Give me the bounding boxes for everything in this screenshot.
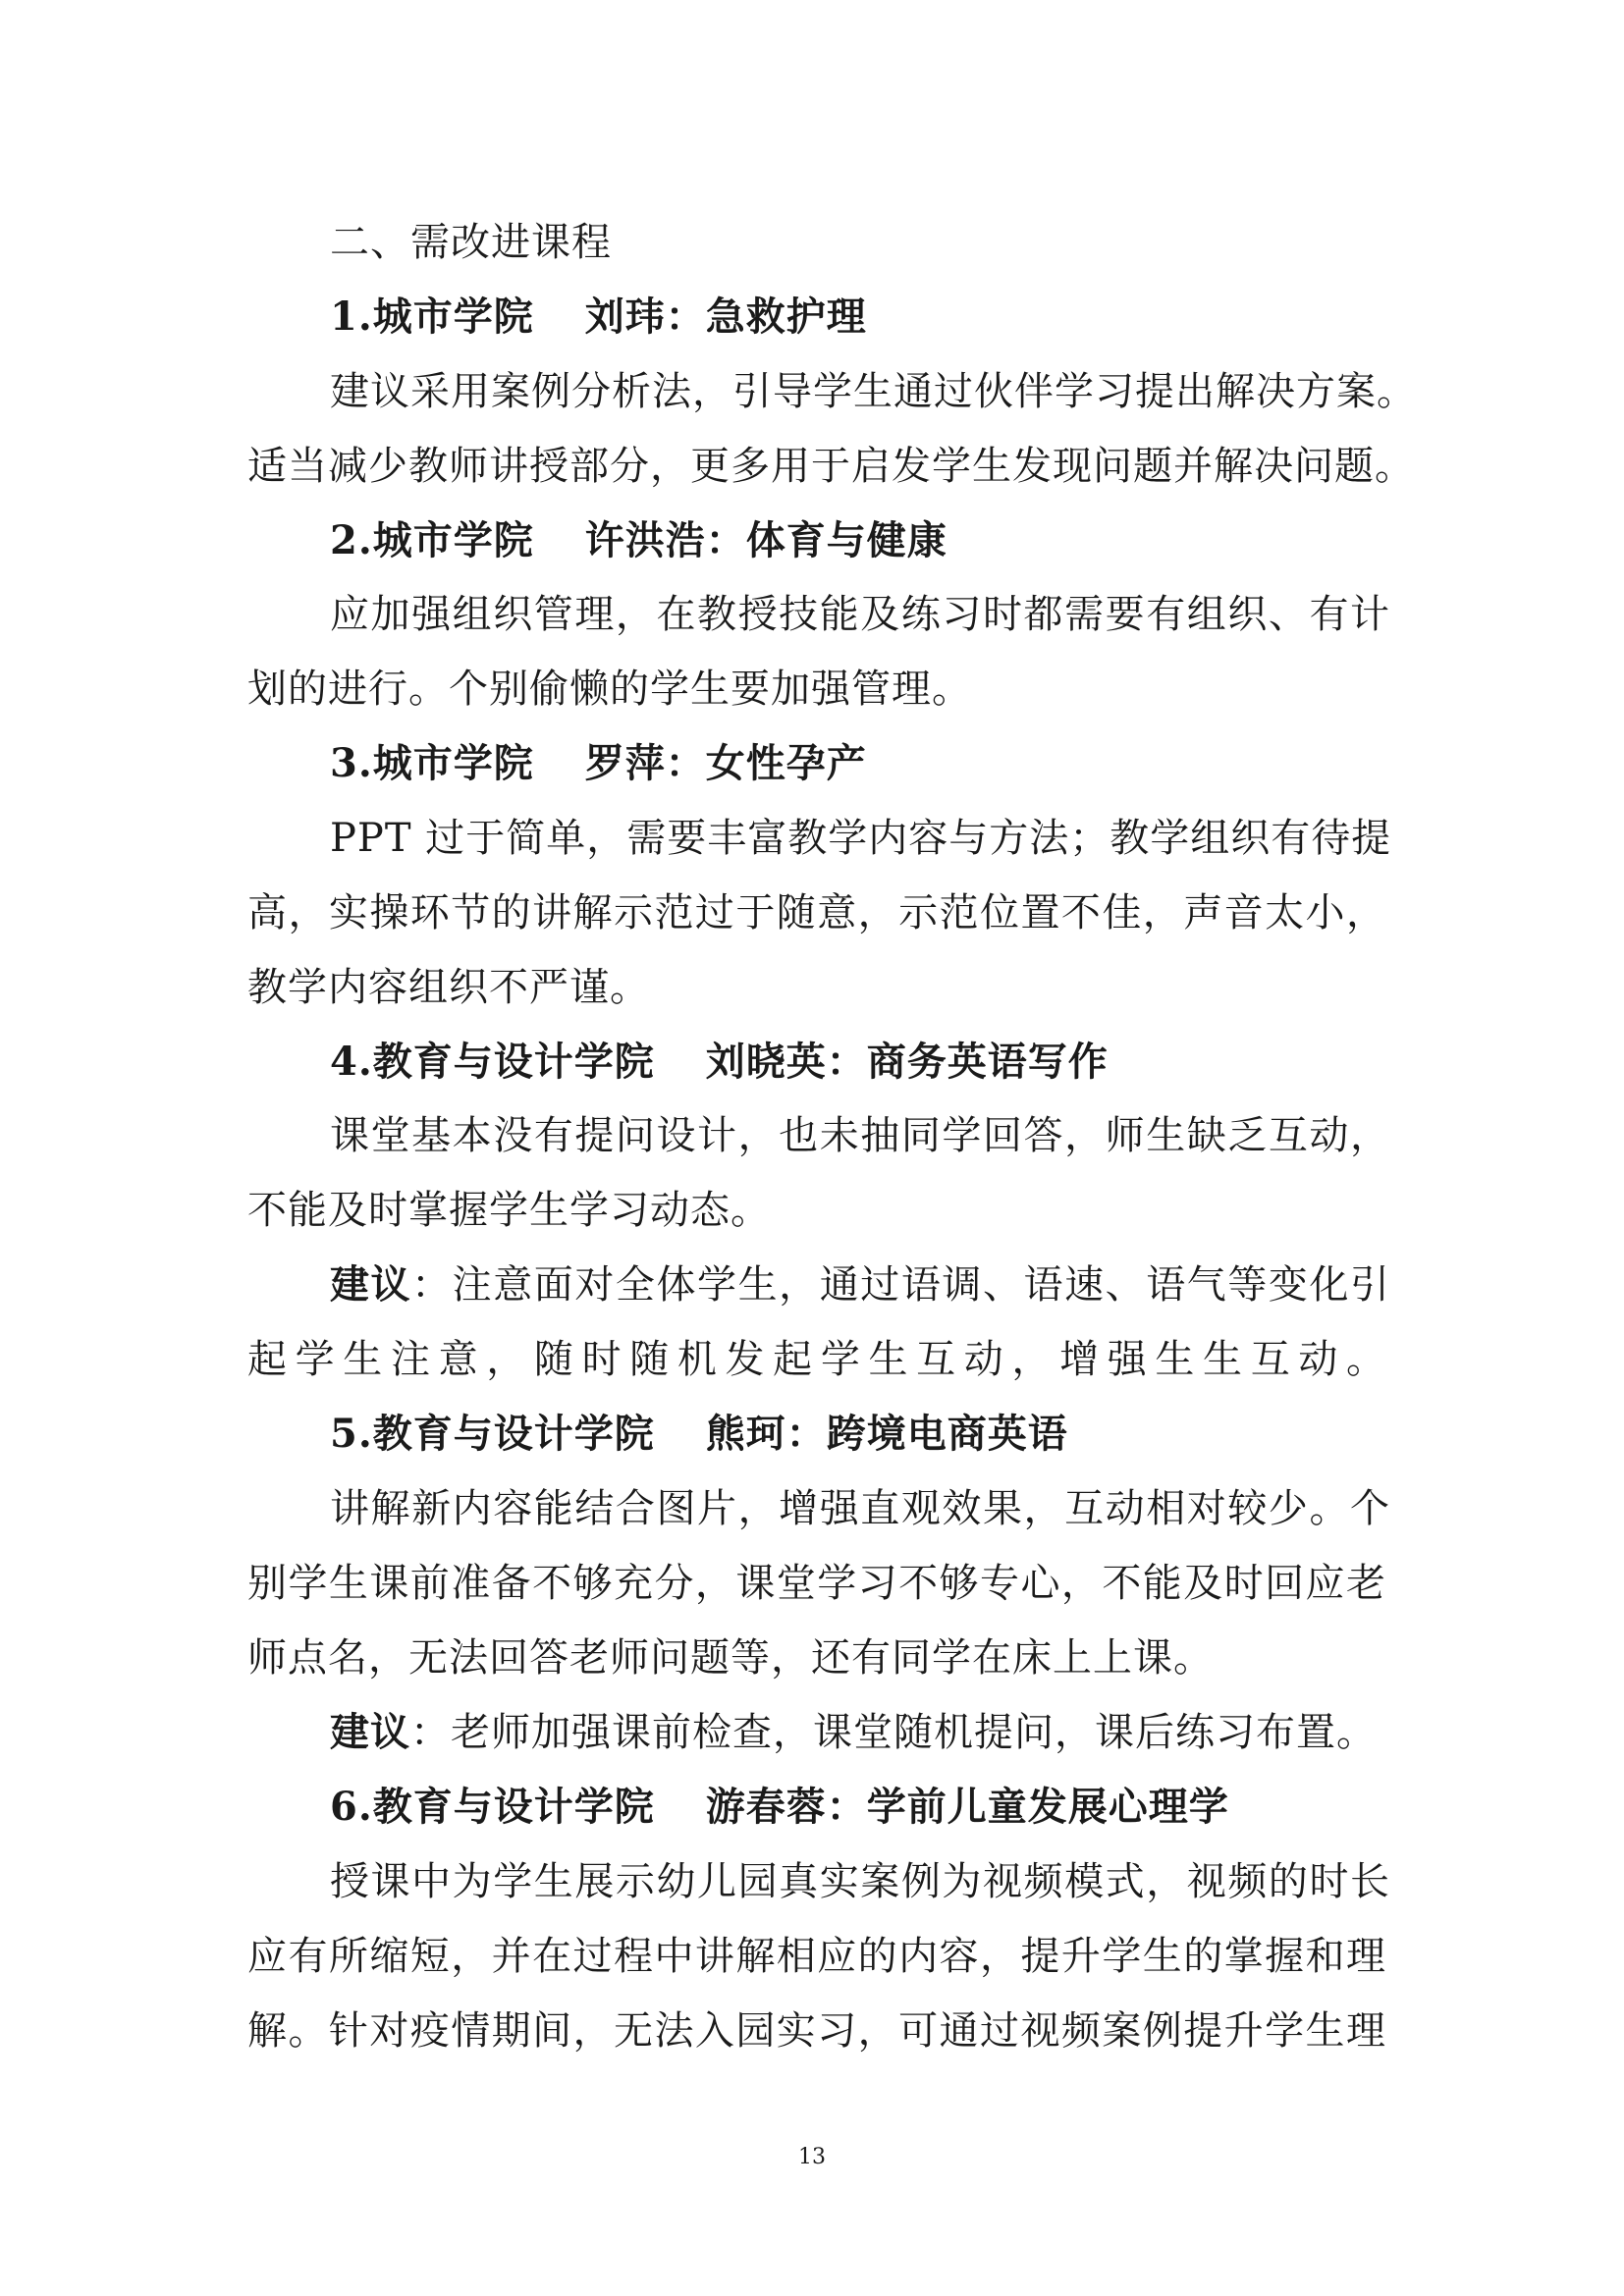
suggestion-label: 建议 — [330, 1709, 410, 1755]
teacher-name: 刘晓英 — [705, 1039, 827, 1085]
item-heading: 4.教育与设计学院 刘晓英：商务英语写作 — [330, 1039, 1109, 1085]
paragraph-line: 应有所缩短，并在过程中讲解相应的内容，提升学生的掌握和理 — [247, 1934, 1386, 1979]
course-name: 女性孕产 — [705, 740, 867, 786]
paragraph-line: 建议采用案例分析法，引导学生通过伙伴学习提出解决方案。 — [330, 369, 1417, 414]
item-number: 3. — [330, 740, 373, 786]
course-name: 跨境电商英语 — [826, 1411, 1068, 1457]
paragraph-line: 别学生课前准备不够充分，课堂学习不够专心，不能及时回应老 — [247, 1561, 1386, 1606]
college-name: 教育与设计学院 — [372, 1784, 655, 1830]
suggestion-text: ：注意面对全体学生，通过语调、语速、语气等变化引 — [411, 1262, 1391, 1308]
item-number: 1. — [330, 294, 373, 340]
course-name: 商务英语写作 — [866, 1039, 1109, 1085]
paragraph-line: 教学内容组织不严谨。 — [247, 965, 650, 1010]
course-name: 急救护理 — [705, 294, 867, 340]
course-name: 学前儿童发展心理学 — [866, 1784, 1229, 1830]
paragraph-line: 师点名，无法回答老师问题等，还有同学在床上上课。 — [247, 1635, 1214, 1681]
suggestion-line — [330, 1708, 1390, 1757]
paragraph-line: 适当减少教师讲授部分，更多用于启发学生发现问题并解决问题。 — [247, 444, 1415, 489]
page-number: 13 — [798, 2145, 826, 2169]
item-number: 4. — [330, 1039, 373, 1085]
teacher-name: 罗萍 — [584, 740, 666, 786]
paragraph-line: 应加强组织管理，在教授技能及练习时都需要有组织、有计 — [330, 592, 1390, 637]
item-heading: 3.城市学院 罗萍：女性孕产 — [330, 740, 867, 786]
teacher-name: 熊珂 — [705, 1411, 786, 1457]
paragraph-line: PPT 过于简单，需要丰富教学内容与方法；教学组织有待提 — [330, 816, 1392, 861]
paragraph-line: 课堂基本没有提问设计，也未抽同学回答，师生缺乏互动， — [330, 1113, 1390, 1158]
item-heading: 5.教育与设计学院 熊珂：跨境电商英语 — [330, 1411, 1068, 1457]
college-name: 城市学院 — [372, 740, 534, 786]
teacher-name: 刘玮 — [584, 294, 666, 340]
suggestion-text: ：老师加强课前检查，课堂随机提问，课后练习布置。 — [410, 1710, 1377, 1755]
paragraph-line: 划的进行。个别偷懒的学生要加强管理。 — [247, 667, 972, 712]
suggestion-label: 建议 — [330, 1261, 412, 1308]
paragraph-line: 高，实操环节的讲解示范过于随意，示范位置不佳，声音太小， — [247, 890, 1386, 935]
college-name: 教育与设计学院 — [372, 1411, 655, 1457]
teacher-name: 许洪浩 — [584, 517, 706, 563]
item-number: 5. — [330, 1411, 373, 1457]
paragraph-line: 不能及时掌握学生学习动态。 — [247, 1188, 771, 1233]
item-heading: 2.城市学院 许洪浩：体育与健康 — [330, 517, 947, 563]
teacher-name: 游春蓉 — [705, 1784, 827, 1830]
paragraph-line: 起学生注意，随时随机发起学生互动，增强生生互动。 — [247, 1337, 1386, 1382]
paragraph-line: 解。针对疫情期间，无法入园实习，可通过视频案例提升学生理 — [247, 2008, 1386, 2054]
college-name: 教育与设计学院 — [372, 1039, 655, 1085]
college-name: 城市学院 — [372, 517, 534, 563]
paragraph-line: 授课中为学生展示幼儿园真实案例为视频模式，视频的时长 — [330, 1859, 1390, 1904]
paragraph-line: 讲解新内容能结合图片，增强直观效果，互动相对较少。个 — [330, 1486, 1390, 1531]
section-title: 二、需改进课程 — [330, 220, 612, 265]
suggestion-line — [330, 1260, 1390, 1309]
item-heading: 6.教育与设计学院 游春蓉：学前儿童发展心理学 — [330, 1784, 1229, 1830]
item-heading: 1.城市学院 刘玮：急救护理 — [330, 294, 867, 340]
item-number: 2. — [330, 517, 373, 563]
item-number: 6. — [330, 1784, 373, 1830]
college-name: 城市学院 — [372, 294, 534, 340]
course-name: 体育与健康 — [745, 517, 947, 563]
